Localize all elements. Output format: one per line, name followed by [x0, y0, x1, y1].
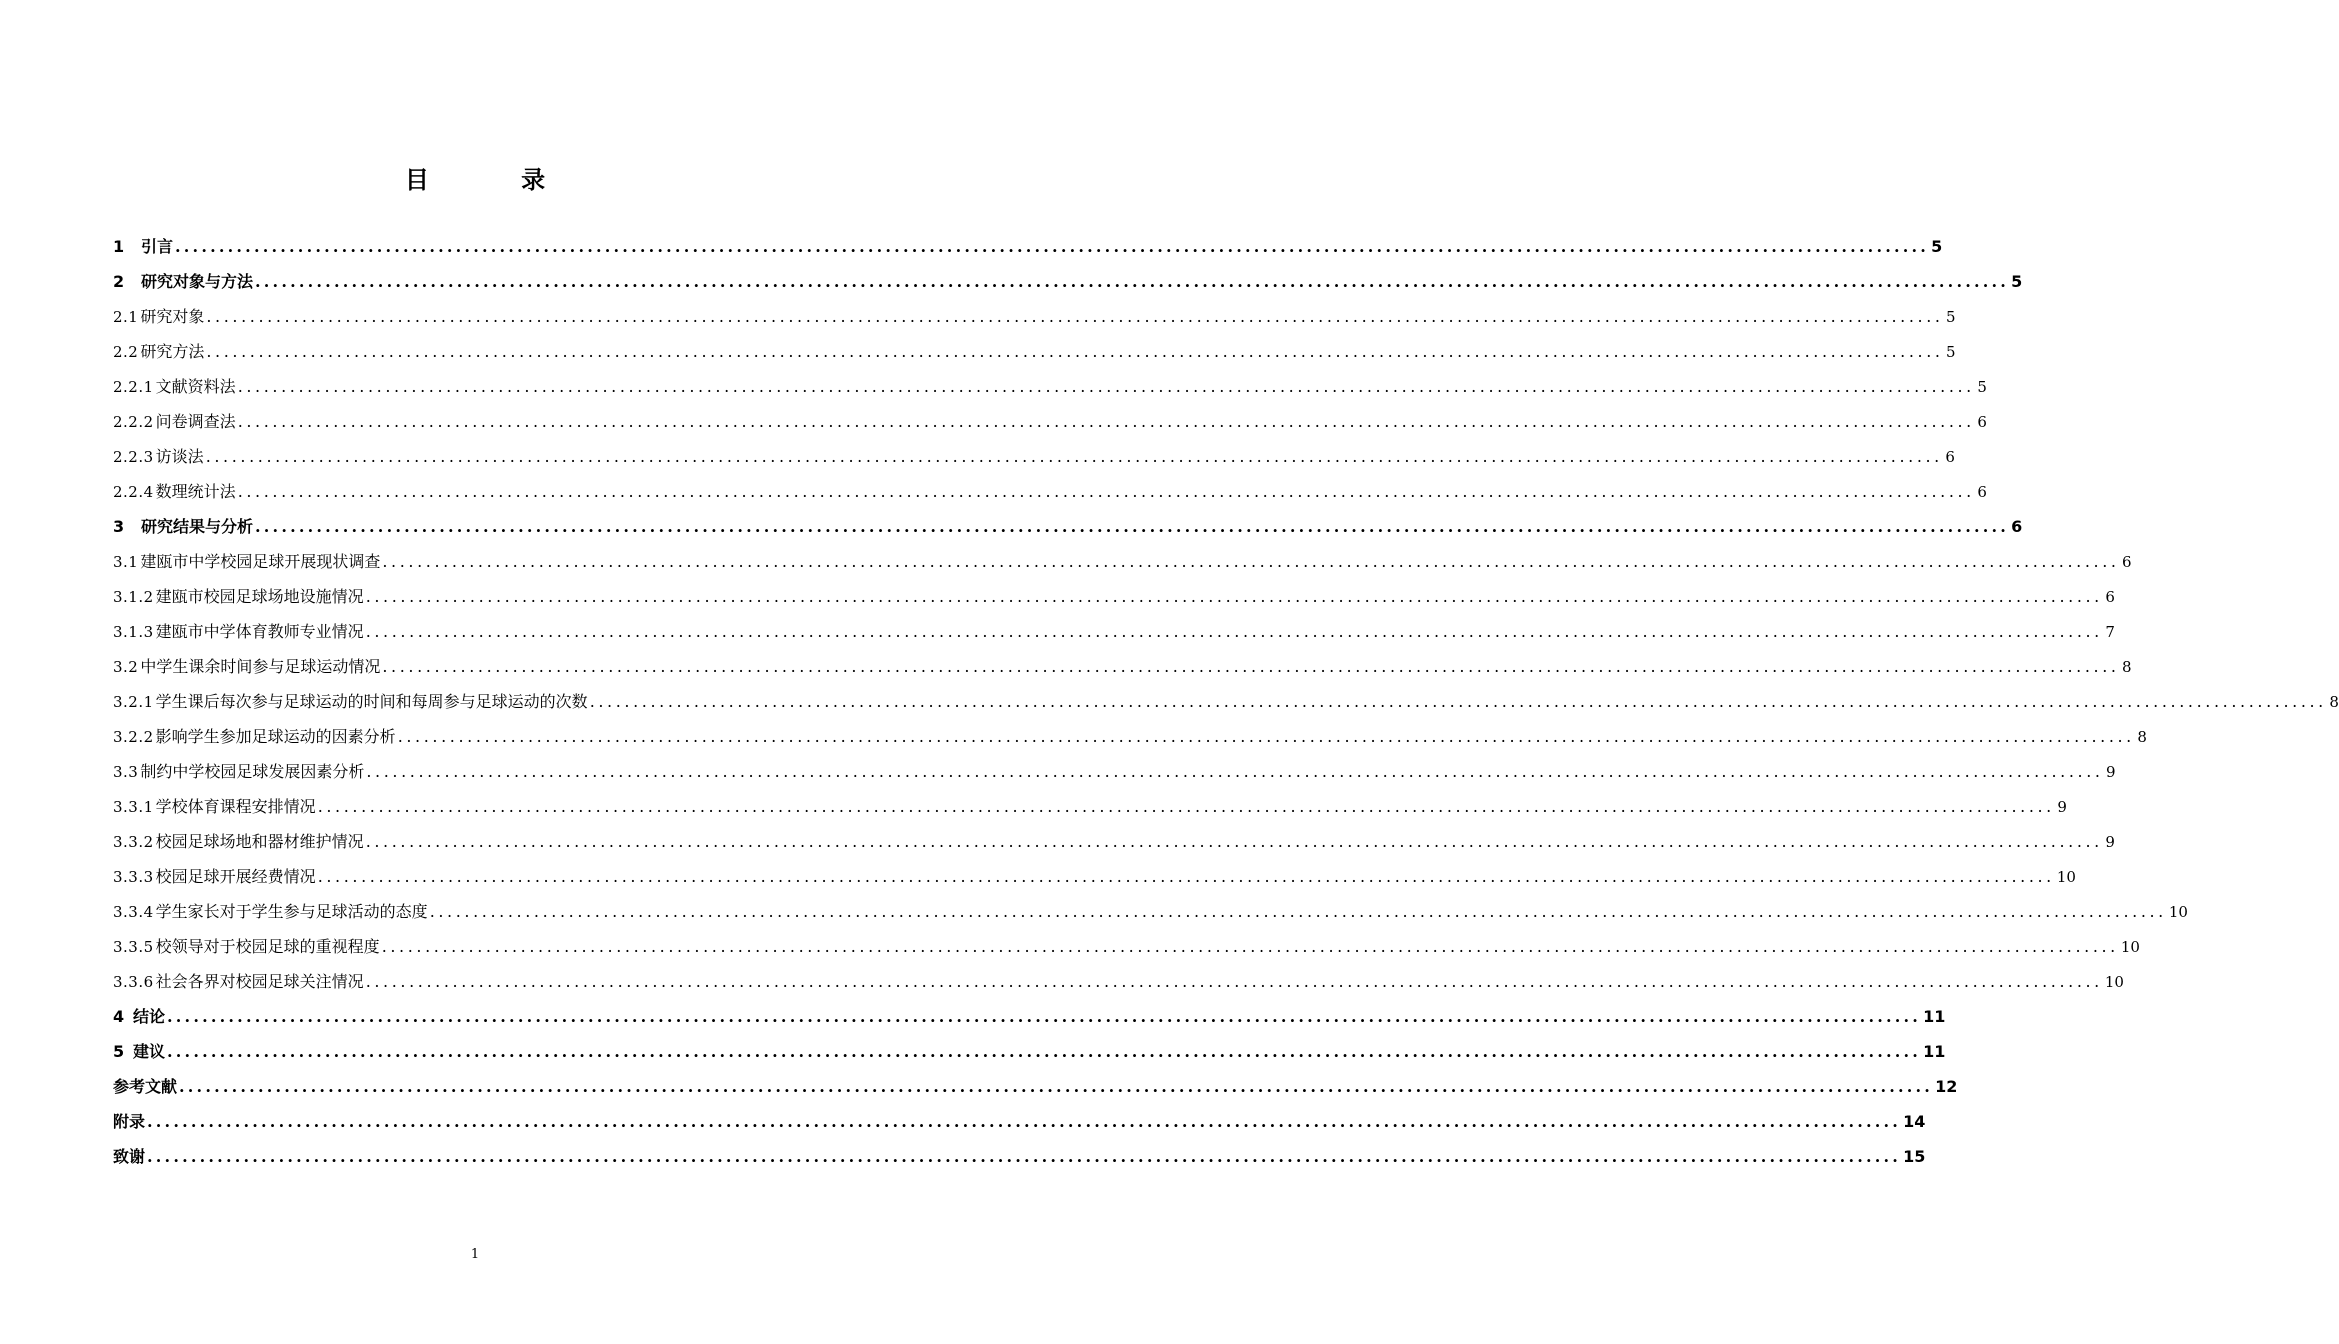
toc-entry-page: 6: [1977, 483, 1987, 501]
toc-entry-page: 11: [1923, 1042, 1946, 1061]
toc-entry-label: 研究对象与方法: [141, 272, 254, 291]
toc-entry[interactable]: [113, 754, 2116, 789]
toc-entry-page: 6: [2011, 517, 2023, 536]
toc-entry-label: 文献资料法: [155, 377, 236, 396]
toc-entry-page: 8: [2137, 728, 2147, 746]
toc-entry[interactable]: [113, 649, 2132, 684]
toc-dot-leader: ........................................................................................................................................................................................................: [317, 797, 2055, 816]
toc-entry[interactable]: [113, 999, 1946, 1034]
toc-entry-page: 9: [2105, 833, 2115, 851]
toc-entry-number: 2.1: [113, 308, 139, 326]
toc-entry-page: 6: [1977, 413, 1987, 431]
toc-entry-page: 6: [2122, 553, 2132, 571]
toc-entry-label: 建议: [133, 1042, 166, 1061]
toc-entry-number: 2.2.2: [113, 413, 154, 431]
toc-entry-label: 研究结果与分析: [141, 517, 254, 536]
toc-dot-leader: ........................................................................................................................................................................................................: [237, 377, 1975, 396]
toc-dot-leader: ........................................................................................................................................................................................................: [381, 937, 2119, 956]
toc-entry[interactable]: [113, 964, 2124, 999]
toc-entry-number: 3.3: [113, 763, 139, 781]
toc-entry-number: 3.2.1: [113, 693, 154, 711]
toc-entry[interactable]: [113, 929, 2140, 964]
toc-entry-number: 3.2.2: [113, 728, 154, 746]
toc-entry[interactable]: [113, 1139, 1926, 1174]
toc-entry-label: 致谢: [113, 1147, 146, 1166]
toc-entry-label: 学校体育课程安排情况: [155, 797, 316, 816]
toc-dot-leader: ........................................................................................................................................................................................................: [365, 622, 2103, 641]
toc-entry-number: 2.2: [113, 343, 139, 361]
toc-entry[interactable]: [113, 1069, 1958, 1104]
toc-entry-page: 5: [1977, 378, 1987, 396]
toc-entry[interactable]: [113, 614, 2115, 649]
toc-entry-label: 中学生课余时间参与足球运动情况: [140, 657, 381, 676]
toc-entry[interactable]: [113, 439, 1955, 474]
toc-entry-label: 学生课后每次参与足球运动的时间和每周参与足球运动的次数: [155, 692, 588, 711]
toc-entry-number: 2.2.3: [113, 448, 154, 466]
toc-dot-leader: ........................................................................................................................................................................................................: [589, 692, 2327, 711]
toc-entry-page: 5: [1946, 343, 1956, 361]
toc-entry[interactable]: [113, 404, 1987, 439]
toc-dot-leader: ........................................................................................................................................................................................................: [175, 237, 1930, 256]
toc-dot-leader: ........................................................................................................................................................................................................: [147, 1147, 1902, 1166]
toc-entry-label: 访谈法: [155, 447, 204, 466]
toc-dot-leader: ........................................................................................................................................................................................................: [397, 727, 2135, 746]
toc-entry-label: 结论: [133, 1007, 166, 1026]
toc-dot-leader: ........................................................................................................................................................................................................: [365, 587, 2103, 606]
toc-entry[interactable]: [113, 719, 2147, 754]
toc-entry-label: 社会各界对校园足球关注情况: [155, 972, 364, 991]
toc-entry-page: 9: [2057, 798, 2067, 816]
toc-dot-leader: ........................................................................................................................................................................................................: [147, 1112, 1902, 1131]
toc-dot-leader: ........................................................................................................................................................................................................: [205, 447, 1943, 466]
toc-entry-number: 3.3.3: [113, 868, 154, 886]
toc-entry[interactable]: [113, 264, 2023, 299]
toc-dot-leader: ........................................................................................................................................................................................................: [206, 342, 1944, 361]
toc-entry-label: 校园足球场地和器材维护情况: [155, 832, 364, 851]
toc-entry[interactable]: [113, 474, 1987, 509]
toc-entry-label: 研究方法: [140, 342, 205, 361]
toc-entry-label: 建瓯市中学校园足球开展现状调查: [140, 552, 381, 571]
toc-entry-number: 3.2: [113, 658, 139, 676]
toc-dot-leader: ........................................................................................................................................................................................................: [382, 657, 2120, 676]
toc-entry-page: 6: [2105, 588, 2115, 606]
toc-entry-label: 附录: [113, 1112, 146, 1131]
toc-entry-number: 2: [113, 272, 125, 291]
toc-entry-label: 数理统计法: [155, 482, 236, 501]
toc-dot-leader: ........................................................................................................................................................................................................: [206, 307, 1944, 326]
toc-entry[interactable]: [113, 544, 2132, 579]
toc-entry-number: 3.3.5: [113, 938, 154, 956]
toc-dot-leader: ........................................................................................................................................................................................................: [255, 272, 2010, 291]
toc-entry[interactable]: [113, 579, 2115, 614]
toc-entry-number: 3.1: [113, 553, 139, 571]
toc-entry-page: 11: [1923, 1007, 1946, 1026]
toc-entry-number: 2.2.4: [113, 483, 154, 501]
toc-entry-label: 引言: [141, 237, 174, 256]
toc-entry-page: 9: [2106, 763, 2116, 781]
page-number: 1: [470, 1247, 480, 1262]
toc-entry-page: 5: [1946, 308, 1956, 326]
toc-entry-label: 学生家长对于学生参与足球活动的态度: [155, 902, 428, 921]
toc-dot-leader: ........................................................................................................................................................................................................: [167, 1007, 1922, 1026]
toc-entry-number: 3: [113, 517, 125, 536]
toc-entry-label: 影响学生参加足球运动的因素分析: [155, 727, 396, 746]
toc-entry-label: 制约中学校园足球发展因素分析: [140, 762, 365, 781]
toc-entry[interactable]: [113, 859, 2076, 894]
toc-entry-page: 12: [1935, 1077, 1958, 1096]
toc-title: 目 录: [404, 166, 588, 194]
toc-entry-page: 5: [1931, 237, 1943, 256]
table-of-contents: [113, 229, 2339, 1174]
toc-entry-page: 15: [1903, 1147, 1926, 1166]
toc-entry[interactable]: [113, 894, 2188, 929]
toc-entry-page: 10: [2104, 973, 2124, 991]
toc-entry-number: 5: [113, 1042, 125, 1061]
toc-entry-number: 3.3.6: [113, 973, 154, 991]
toc-entry-number: 3.1.3: [113, 623, 154, 641]
toc-entry-label: 问卷调查法: [155, 412, 236, 431]
toc-entry-page: 10: [2120, 938, 2140, 956]
toc-entry-label: 建瓯市校园足球场地设施情况: [155, 587, 364, 606]
toc-entry-label: 建瓯市中学体育教师专业情况: [155, 622, 364, 641]
toc-dot-leader: ........................................................................................................................................................................................................: [255, 517, 2010, 536]
toc-dot-leader: ........................................................................................................................................................................................................: [365, 832, 2103, 851]
toc-dot-leader: ........................................................................................................................................................................................................: [179, 1077, 1934, 1096]
toc-entry-page: 8: [2122, 658, 2132, 676]
toc-entry-number: 3.3.4: [113, 903, 154, 921]
toc-entry-label: 研究对象: [140, 307, 205, 326]
toc-entry[interactable]: [113, 229, 1943, 264]
toc-dot-leader: ........................................................................................................................................................................................................: [429, 902, 2167, 921]
toc-entry-page: 14: [1903, 1112, 1926, 1131]
toc-dot-leader: ........................................................................................................................................................................................................: [365, 972, 2103, 991]
toc-entry-label: 校领导对于校园足球的重视程度: [155, 937, 380, 956]
toc-dot-leader: ........................................................................................................................................................................................................: [317, 867, 2055, 886]
toc-entry-number: 4: [113, 1007, 125, 1026]
toc-entry-number: 1: [113, 237, 125, 256]
toc-entry[interactable]: [113, 334, 1956, 369]
toc-entry-number: 2.2.1: [113, 378, 154, 396]
toc-entry[interactable]: [113, 789, 2067, 824]
toc-entry-page: 7: [2105, 623, 2115, 641]
toc-dot-leader: ........................................................................................................................................................................................................: [237, 482, 1975, 501]
toc-entry[interactable]: [113, 684, 2339, 719]
toc-entry[interactable]: [113, 1104, 1926, 1139]
toc-entry-number: 3.3.2: [113, 833, 154, 851]
toc-entry[interactable]: [113, 1034, 1946, 1069]
toc-entry-page: 10: [2168, 903, 2188, 921]
toc-dot-leader: ........................................................................................................................................................................................................: [366, 762, 2104, 781]
toc-entry-label: 校园足球开展经费情况: [155, 867, 316, 886]
toc-dot-leader: ........................................................................................................................................................................................................: [382, 552, 2120, 571]
toc-dot-leader: ........................................................................................................................................................................................................: [237, 412, 1975, 431]
toc-entry[interactable]: [113, 509, 2023, 544]
toc-entry-page: 8: [2329, 693, 2339, 711]
toc-entry-page: 10: [2056, 868, 2076, 886]
toc-entry[interactable]: [113, 299, 1956, 334]
toc-entry-page: 5: [2011, 272, 2023, 291]
toc-entry[interactable]: [113, 369, 1987, 404]
toc-entry-number: 3.3.1: [113, 798, 154, 816]
toc-entry-number: 3.1.2: [113, 588, 154, 606]
toc-entry-label: 参考文献: [113, 1077, 178, 1096]
toc-entry[interactable]: [113, 824, 2115, 859]
toc-entry-page: 6: [1945, 448, 1955, 466]
toc-dot-leader: ........................................................................................................................................................................................................: [167, 1042, 1922, 1061]
